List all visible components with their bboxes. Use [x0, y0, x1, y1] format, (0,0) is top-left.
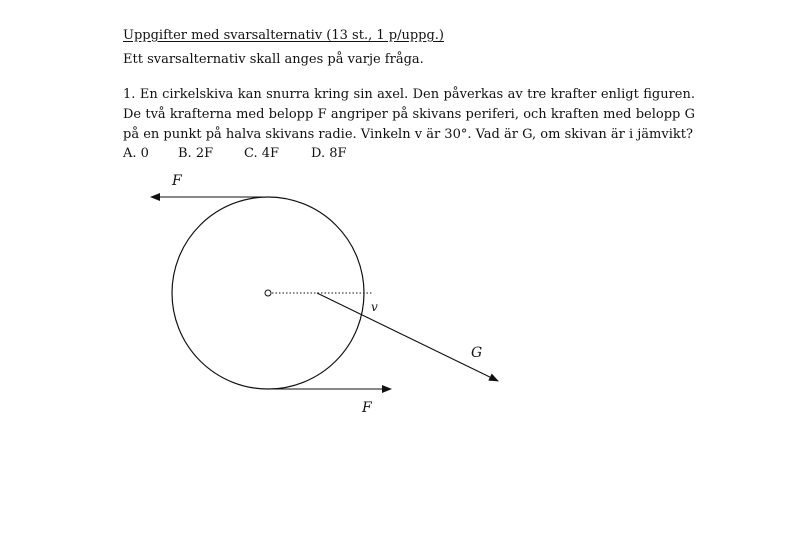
g-force-arrow	[317, 293, 498, 381]
problem-text: En cirkelskiva kan snurra kring sin axel. Den påverkas av tre krafter enligt figuren. De två krafterna med belopp F angriper på skivans periferi, och kraften med belopp G på en punkt på halva skivans radie. Vinkeln v är 30°. Vad är G, om skivan är i jämvikt?	[123, 87, 695, 142]
section-instruction: Ett svarsalternativ skall anges på varje fråga.	[123, 52, 424, 67]
bottom-force-label: F	[362, 400, 372, 416]
section-heading: Uppgifter med svarsalternativ (13 st., 1 p/uppg.)	[123, 28, 444, 43]
top-force-label: F	[172, 173, 182, 189]
option-c: C. 4F	[244, 146, 280, 161]
option-a: A. 0	[123, 146, 149, 161]
option-d: D. 8F	[311, 146, 347, 161]
angle-label: v	[371, 300, 378, 314]
problem-number: 1.	[123, 87, 136, 102]
disc-axis	[265, 290, 271, 296]
g-force-label: G	[471, 345, 483, 361]
option-b: B. 2F	[178, 146, 214, 161]
